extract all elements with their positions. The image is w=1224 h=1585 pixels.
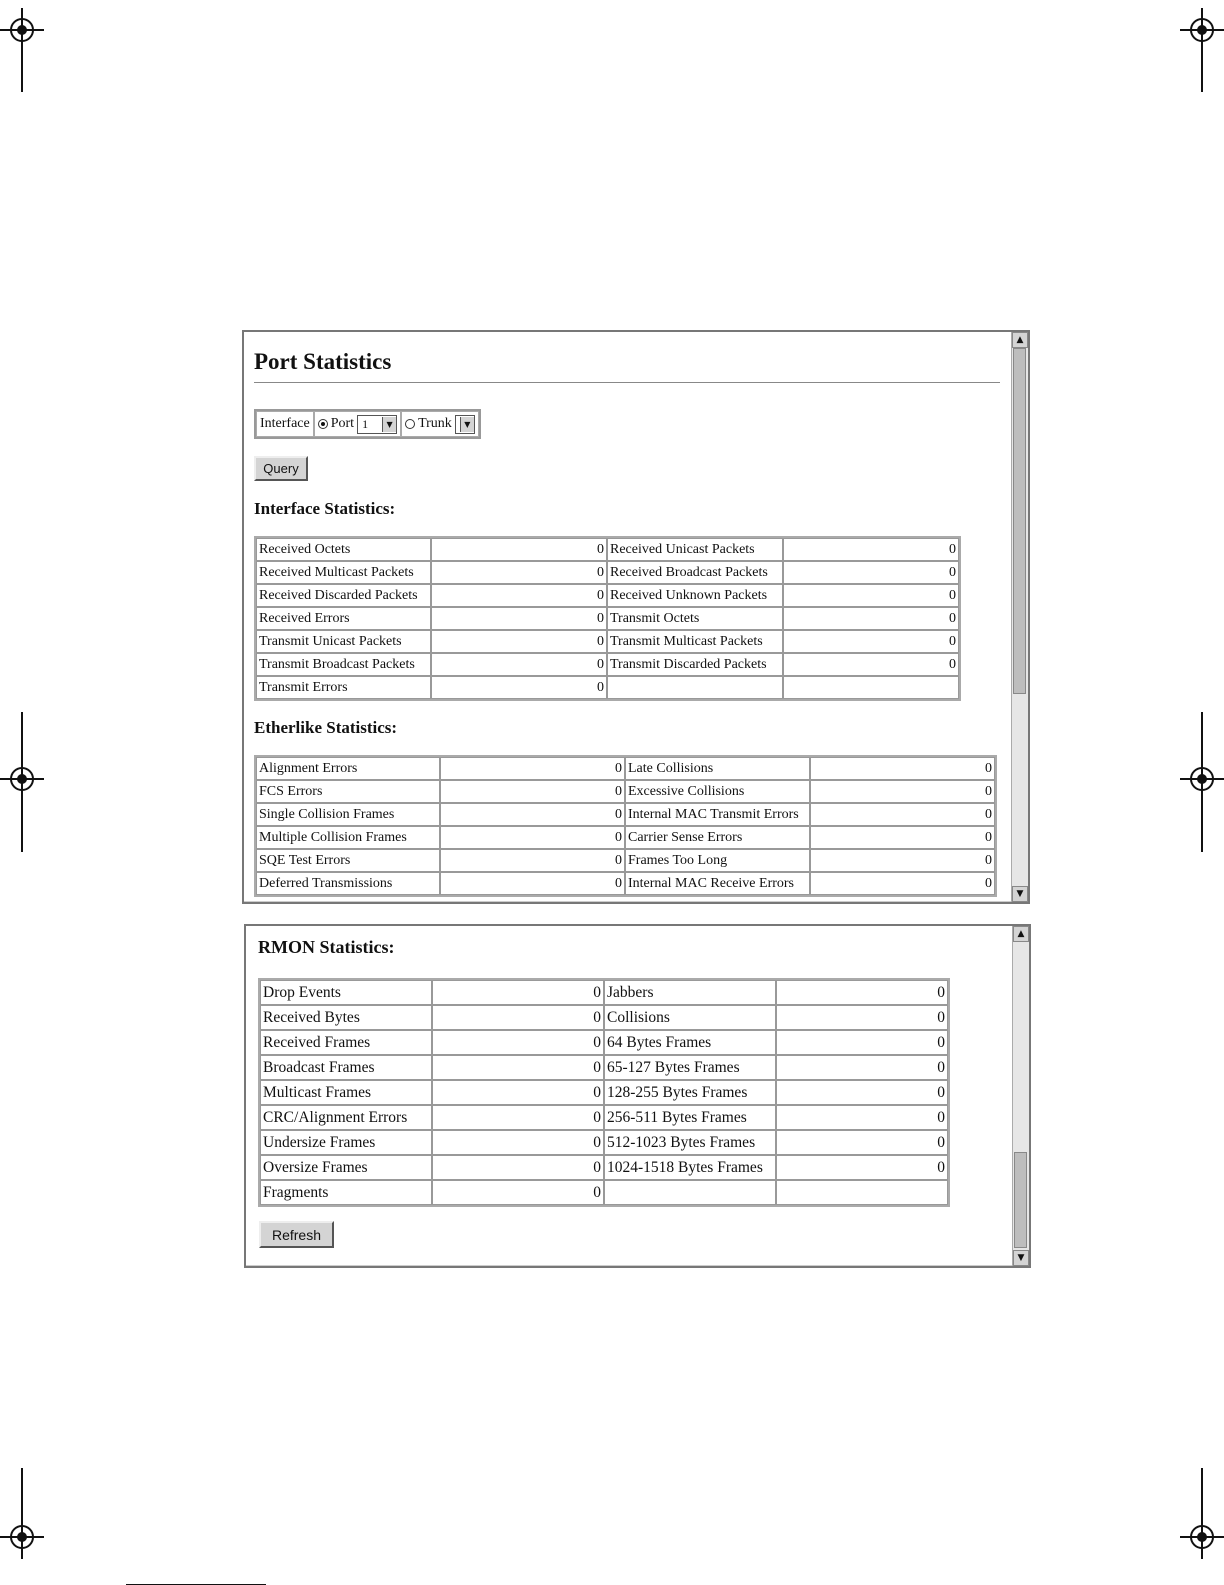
stat-value: 0: [432, 980, 604, 1005]
stat-value: 0: [432, 1105, 604, 1130]
table-row: [256, 757, 995, 780]
stat-value: 0: [783, 630, 959, 653]
trunk-select[interactable]: [455, 415, 475, 434]
stat-value: 0: [776, 1105, 948, 1130]
refresh-button[interactable]: Refresh: [259, 1221, 334, 1248]
stat-value: 0: [776, 1080, 948, 1105]
stat-label: 128-255 Bytes Frames: [604, 1080, 776, 1105]
stat-label: Multicast Frames: [260, 1080, 432, 1105]
stat-label: Deferred Transmissions: [256, 872, 440, 895]
rmon-statistics-window: [244, 924, 1031, 1268]
stat-label: Carrier Sense Errors: [625, 826, 810, 849]
stat-label: Internal MAC Receive Errors: [625, 872, 810, 895]
table-row: [256, 584, 959, 607]
table-row: [260, 1005, 948, 1030]
stat-value: 0: [783, 561, 959, 584]
stat-label: SQE Test Errors: [256, 849, 440, 872]
stat-label: Drop Events: [260, 980, 432, 1005]
scrollbar-thumb[interactable]: [1013, 348, 1026, 694]
table-row: [256, 561, 959, 584]
stat-value: 0: [440, 826, 625, 849]
stat-value: 0: [776, 1155, 948, 1180]
stat-value: 0: [783, 584, 959, 607]
stat-label: Undersize Frames: [260, 1130, 432, 1155]
stat-value: [776, 1180, 948, 1205]
table-row: [260, 1105, 948, 1130]
stat-value: 0: [810, 849, 995, 872]
stat-label: Transmit Unicast Packets: [256, 630, 431, 653]
stat-label: Received Errors: [256, 607, 431, 630]
stat-label: Received Unicast Packets: [607, 538, 783, 561]
stat-value: 0: [783, 607, 959, 630]
stat-value: [783, 676, 959, 699]
trim-line: [1201, 1468, 1203, 1518]
interface-selector: [254, 409, 481, 439]
table-row: [256, 849, 995, 872]
stat-label: Oversize Frames: [260, 1155, 432, 1180]
stat-value: 0: [431, 538, 607, 561]
stat-value: 0: [776, 1130, 948, 1155]
scroll-down-icon[interactable]: ▼: [1013, 1250, 1029, 1266]
page-title: Port Statistics: [254, 349, 392, 374]
etherlike-statistics-heading: Etherlike Statistics:: [254, 718, 398, 737]
table-row: [260, 1055, 948, 1080]
trim-line: [1201, 52, 1203, 92]
table-row: [256, 653, 959, 676]
scroll-up-icon[interactable]: ▲: [1012, 332, 1028, 348]
stat-label: Received Unknown Packets: [607, 584, 783, 607]
stat-value: 0: [440, 780, 625, 803]
stat-value: 0: [432, 1180, 604, 1205]
stat-value: 0: [431, 630, 607, 653]
chevron-down-icon[interactable]: ▼: [460, 417, 474, 432]
stat-label: CRC/Alignment Errors: [260, 1105, 432, 1130]
table-row: [256, 872, 995, 895]
stat-value: 0: [432, 1080, 604, 1105]
table-row: [260, 1130, 948, 1155]
table-row: [260, 1080, 948, 1105]
stat-value: 0: [440, 849, 625, 872]
scrollbar-thumb[interactable]: [1014, 1152, 1027, 1248]
interface-statistics-heading: Interface Statistics:: [254, 499, 396, 518]
stat-value: 0: [783, 653, 959, 676]
stat-value: 0: [431, 676, 607, 699]
trim-line: [21, 1468, 23, 1518]
stat-value: 0: [440, 872, 625, 895]
stat-label: Transmit Errors: [256, 676, 431, 699]
stat-value: 0: [810, 872, 995, 895]
trunk-option[interactable]: [401, 411, 479, 437]
stat-label: Frames Too Long: [625, 849, 810, 872]
stat-label: 65-127 Bytes Frames: [604, 1055, 776, 1080]
stat-value: 0: [810, 826, 995, 849]
stat-label: Collisions: [604, 1005, 776, 1030]
etherlike-statistics-table: [254, 755, 997, 897]
stat-value: 0: [776, 1055, 948, 1080]
scroll-up-icon[interactable]: ▲: [1013, 926, 1029, 942]
vertical-scrollbar[interactable]: [1012, 926, 1029, 1266]
registration-mark-top-left: [0, 8, 44, 52]
chevron-down-icon[interactable]: ▼: [382, 417, 396, 432]
port-statistics-window: [242, 330, 1030, 904]
table-row: [260, 1180, 948, 1205]
stat-label: 1024-1518 Bytes Frames: [604, 1155, 776, 1180]
stat-label: Alignment Errors: [256, 757, 440, 780]
stat-label: Received Discarded Packets: [256, 584, 431, 607]
stat-label: [607, 676, 783, 699]
trim-line: [21, 52, 23, 92]
stat-value: 0: [431, 653, 607, 676]
stat-label: Broadcast Frames: [260, 1055, 432, 1080]
stat-value: 0: [440, 757, 625, 780]
query-button[interactable]: Query: [254, 456, 308, 481]
trim-line: [1201, 712, 1203, 852]
table-row: [256, 826, 995, 849]
stat-label: Received Bytes: [260, 1005, 432, 1030]
table-row: [256, 538, 959, 561]
stat-label: Fragments: [260, 1180, 432, 1205]
port-option[interactable]: [314, 411, 401, 437]
registration-mark-top-right: [1180, 8, 1224, 52]
stat-label: [604, 1180, 776, 1205]
trim-line: [21, 712, 23, 852]
rmon-statistics-heading: RMON Statistics:: [258, 937, 395, 957]
stat-value: 0: [440, 803, 625, 826]
trunk-option-label: Trunk: [418, 416, 452, 431]
stat-value: 0: [432, 1005, 604, 1030]
stat-value: 0: [810, 757, 995, 780]
table-row: [256, 630, 959, 653]
title-divider: [254, 382, 1000, 383]
interface-label: Interface: [256, 411, 314, 437]
registration-mark-bottom-left: [0, 1515, 44, 1559]
stat-label: Excessive Collisions: [625, 780, 810, 803]
stat-value: 0: [810, 780, 995, 803]
stat-label: Late Collisions: [625, 757, 810, 780]
stat-value: 0: [431, 584, 607, 607]
table-row: [256, 780, 995, 803]
vertical-scrollbar[interactable]: [1011, 332, 1028, 902]
stat-label: Received Broadcast Packets: [607, 561, 783, 584]
table-row: [256, 676, 959, 699]
stat-label: Transmit Octets: [607, 607, 783, 630]
stat-label: Transmit Broadcast Packets: [256, 653, 431, 676]
port-select[interactable]: 1 ▼: [357, 415, 397, 434]
table-row: [260, 1030, 948, 1055]
rmon-statistics-table: [258, 978, 950, 1207]
stat-value: 0: [432, 1130, 604, 1155]
stat-value: 0: [432, 1055, 604, 1080]
stat-label: Transmit Discarded Packets: [607, 653, 783, 676]
stat-label: 64 Bytes Frames: [604, 1030, 776, 1055]
stat-label: Received Frames: [260, 1030, 432, 1055]
port-option-label: Port: [330, 416, 355, 431]
stat-value: 0: [776, 980, 948, 1005]
stat-value: 0: [432, 1030, 604, 1055]
trunk-radio-icon[interactable]: [405, 419, 415, 429]
stat-label: Received Multicast Packets: [256, 561, 431, 584]
stat-label: Single Collision Frames: [256, 803, 440, 826]
stat-label: Transmit Multicast Packets: [607, 630, 783, 653]
stat-value: 0: [776, 1030, 948, 1055]
stat-label: Internal MAC Transmit Errors: [625, 803, 810, 826]
registration-mark-bottom-right: [1180, 1515, 1224, 1559]
stat-label: Received Octets: [256, 538, 431, 561]
port-radio-icon[interactable]: [318, 419, 328, 429]
stat-label: FCS Errors: [256, 780, 440, 803]
stat-label: 256-511 Bytes Frames: [604, 1105, 776, 1130]
table-row: [260, 1155, 948, 1180]
stat-value: 0: [431, 607, 607, 630]
scroll-down-icon[interactable]: ▼: [1012, 886, 1028, 902]
stat-label: Multiple Collision Frames: [256, 826, 440, 849]
stat-value: 0: [810, 803, 995, 826]
stat-label: 512-1023 Bytes Frames: [604, 1130, 776, 1155]
interface-statistics-table: [254, 536, 961, 701]
table-row: [256, 607, 959, 630]
table-row: [260, 980, 948, 1005]
table-row: [256, 803, 995, 826]
stat-value: 0: [432, 1155, 604, 1180]
stat-value: 0: [783, 538, 959, 561]
stat-label: Jabbers: [604, 980, 776, 1005]
stat-value: 0: [431, 561, 607, 584]
stat-value: 0: [776, 1005, 948, 1030]
